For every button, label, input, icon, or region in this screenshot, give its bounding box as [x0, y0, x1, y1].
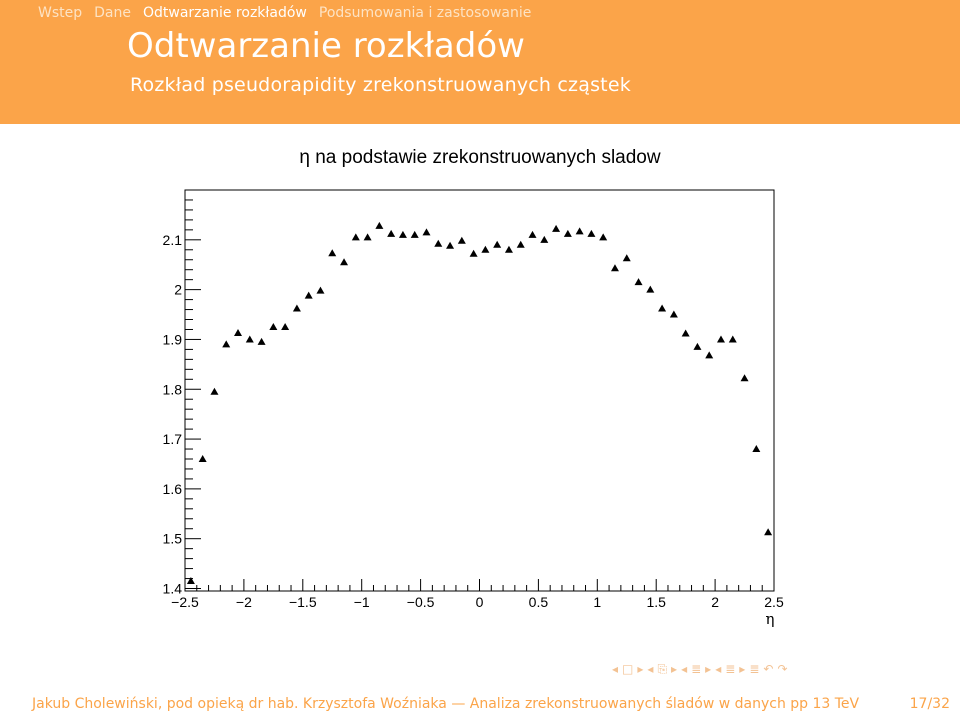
data-point [693, 343, 701, 350]
nav-symbol-icon[interactable]: ▸ [637, 662, 644, 676]
slide-title: Odtwarzanie rozkładów [127, 26, 525, 66]
data-point [658, 305, 666, 312]
y-axis [163, 190, 201, 597]
x-tick-label: 0.5 [528, 594, 549, 610]
data-point [493, 241, 501, 248]
data-point [246, 335, 254, 342]
nav-symbol-icon[interactable]: ◂ [715, 662, 722, 676]
data-point [234, 329, 242, 336]
data-point [505, 246, 513, 253]
data-point [529, 231, 537, 238]
data-point [258, 338, 266, 345]
data-point [481, 246, 489, 253]
data-point [552, 225, 560, 232]
data-point [670, 311, 678, 318]
x-axis [171, 579, 784, 610]
nav-item-wstep[interactable]: Wstep [38, 5, 83, 21]
data-point [623, 254, 631, 261]
data-point [517, 241, 525, 248]
data-point [340, 258, 348, 265]
nav-symbol-icon[interactable]: ▸ [705, 662, 712, 676]
data-point [387, 230, 395, 237]
data-point [646, 286, 654, 293]
data-point [199, 455, 207, 462]
data-point [717, 335, 725, 342]
data-point [446, 242, 454, 249]
nav-item-podsumowania[interactable]: Podsumowania i zastosowanie [318, 5, 532, 21]
x-tick-label: −1 [353, 594, 370, 610]
y-tick-label: 2 [174, 281, 182, 298]
page-number: 17/32 [909, 696, 950, 712]
data-point [293, 305, 301, 312]
chart-title: η na podstawie zrekonstruowanych sladow [299, 147, 661, 168]
x-tick-label: 2.5 [764, 594, 784, 610]
data-point [705, 351, 713, 358]
slide-footer [0, 688, 960, 720]
x-tick-label: 1 [593, 594, 602, 610]
nav-symbol-icon[interactable]: ▸ [739, 662, 746, 676]
data-point [470, 250, 478, 257]
data-point [222, 340, 230, 347]
nav-symbol-icon[interactable]: ≣ [725, 662, 736, 676]
data-point [540, 236, 548, 243]
x-tick-label: −1.5 [288, 594, 317, 610]
nav-symbol-icon[interactable]: ↷ [777, 662, 788, 676]
data-point [587, 230, 595, 237]
x-tick-label: −2.5 [171, 594, 199, 610]
data-point [352, 233, 360, 240]
y-tick-label: 1.6 [162, 480, 182, 497]
data-point [764, 528, 772, 535]
data-point [741, 374, 749, 381]
nav-item-dane[interactable]: Dane [94, 5, 131, 21]
x-tick-label: 1.5 [646, 594, 666, 610]
data-point [375, 222, 383, 229]
data-point [729, 335, 737, 342]
y-tick-label: 1.7 [162, 431, 182, 448]
slide-header [0, 0, 960, 124]
y-tick-label: 1.4 [162, 580, 182, 597]
beamer-navigation-symbols[interactable] [612, 660, 952, 678]
plot-frame [185, 190, 774, 591]
data-point [576, 227, 584, 234]
data-point [399, 231, 407, 238]
data-point [210, 388, 218, 395]
x-tick-label: −2 [235, 594, 252, 610]
y-tick-label: 1.8 [162, 381, 182, 398]
nav-symbol-icon[interactable]: ≣ [749, 662, 760, 676]
data-point [269, 323, 277, 330]
data-point [564, 230, 572, 237]
y-tick-label: 2.1 [162, 231, 182, 248]
eta-distribution-chart [0, 124, 960, 664]
data-point [328, 249, 336, 256]
x-tick-label: 0 [475, 594, 484, 610]
data-point [305, 292, 313, 299]
data-point [682, 329, 690, 336]
x-tick-label: 2 [711, 594, 719, 610]
data-point [422, 228, 430, 235]
nav-symbol-icon[interactable]: ⎘ [657, 661, 668, 676]
nav-item-odtwarzanie[interactable]: Odtwarzanie rozkładów [143, 5, 307, 21]
nav-symbol-icon[interactable]: ◂ [612, 662, 619, 676]
nav-symbol-icon[interactable]: ◂ [681, 662, 688, 676]
data-point [434, 240, 442, 247]
data-markers [187, 222, 772, 584]
x-tick-label: −0.5 [406, 594, 435, 610]
data-point [411, 231, 419, 238]
data-point [599, 233, 607, 240]
section-navigation [0, 2, 960, 24]
nav-symbol-icon[interactable]: ↶ [763, 662, 774, 676]
footer-author-title: Jakub Cholewiński, pod opieką dr hab. Krzysztofa Woźniaka — Analiza zrekonstruowanych śladów w danych pp 13 TeV [32, 696, 860, 712]
data-point [752, 445, 760, 452]
nav-symbol-icon[interactable]: ◂ [647, 662, 654, 676]
data-point [316, 287, 324, 294]
nav-symbol-icon[interactable]: ≣ [691, 662, 702, 676]
data-point [635, 278, 643, 285]
nav-symbol-icon[interactable]: □ [622, 662, 634, 676]
data-point [611, 264, 619, 271]
y-tick-label: 1.5 [162, 530, 182, 547]
slide-subtitle: Rozkład pseudorapidity zrekonstruowanych cząstek [130, 74, 631, 96]
nav-symbol-icon[interactable]: ▸ [671, 662, 678, 676]
data-point [364, 233, 372, 240]
data-point [281, 323, 289, 330]
y-tick-label: 1.9 [162, 331, 182, 348]
x-axis-label: η [765, 610, 775, 628]
data-point [458, 237, 466, 244]
